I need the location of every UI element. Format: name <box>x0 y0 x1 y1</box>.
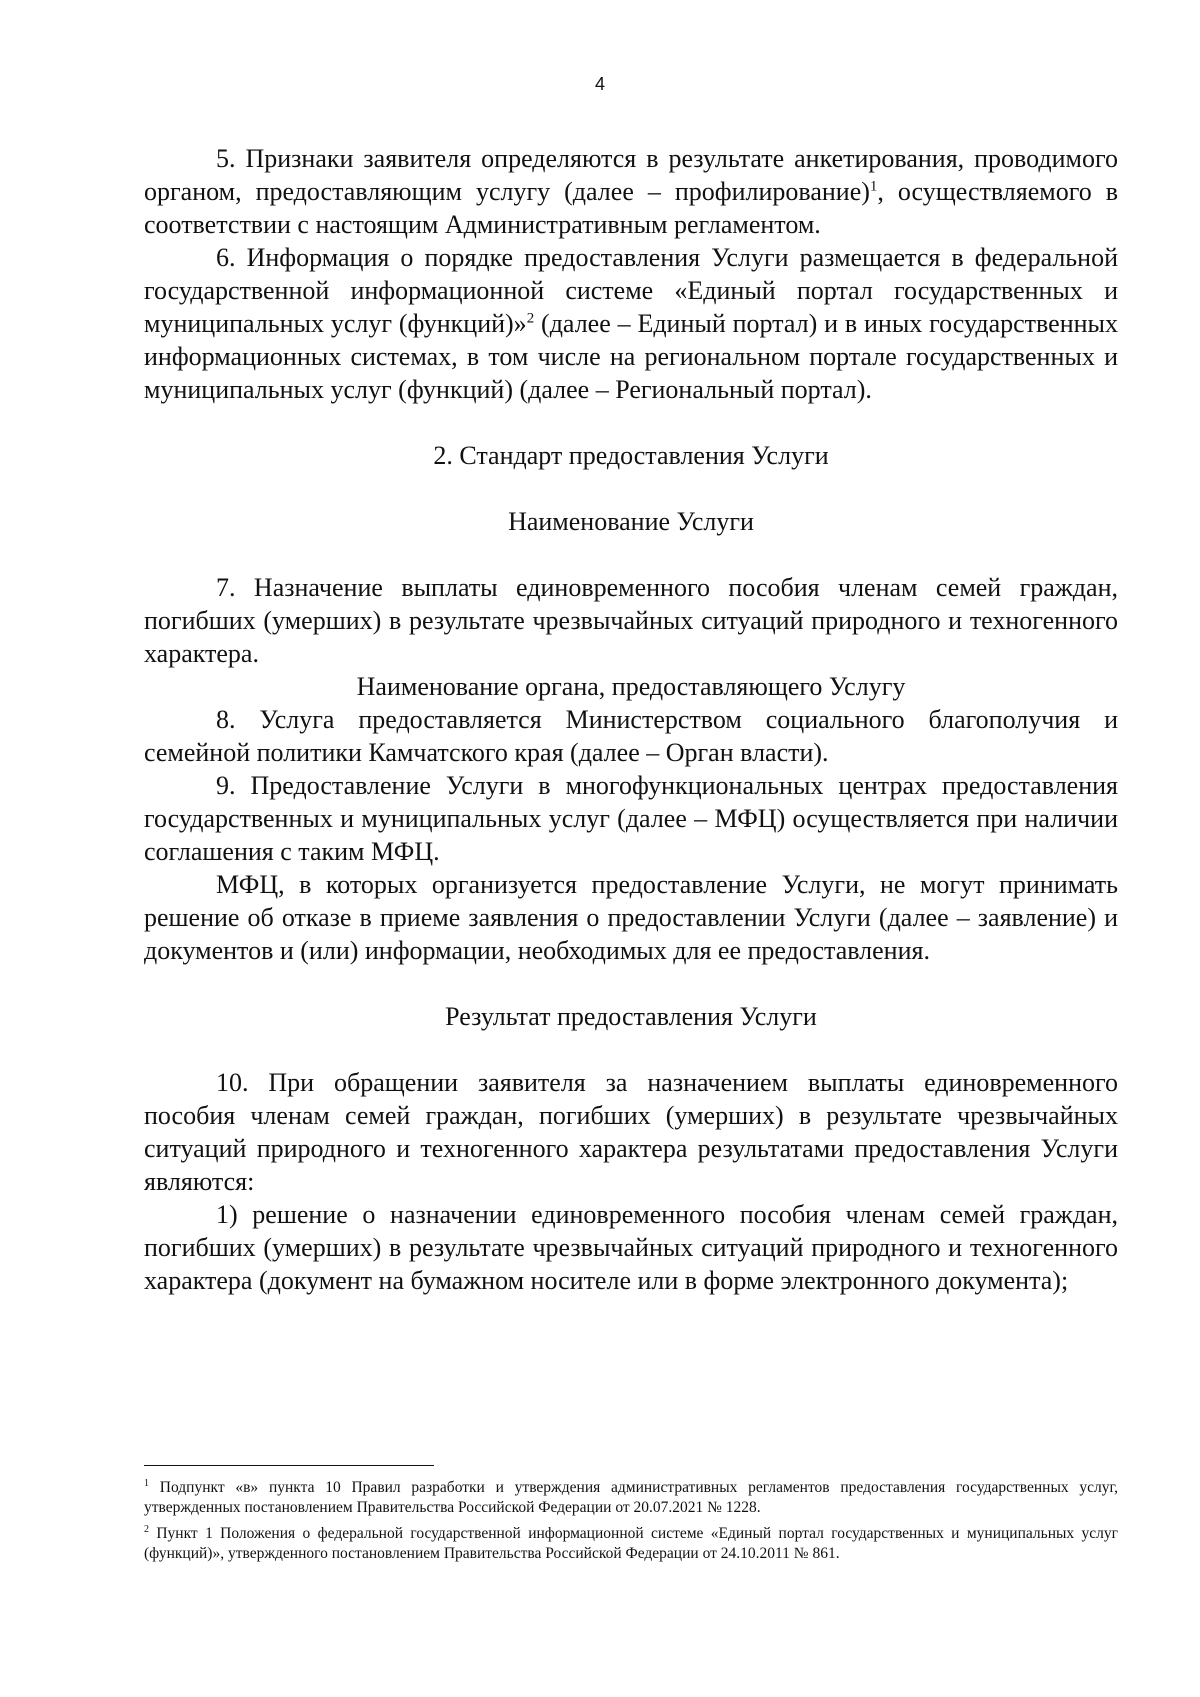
footnote-ref-2[interactable]: 2 <box>526 310 535 327</box>
footnote-separator <box>144 1465 434 1466</box>
paragraph-10-item-1: 1) решение о назначении единовременного пособия членам семей граждан, погибших (умерших) в результате чрезвычайных ситуаций природного и техногенного характера (документ на бумажном носителе или в форме электронного документа); <box>144 1200 1118 1295</box>
footnote-ref-1[interactable]: 1 <box>869 178 878 195</box>
document-body <box>144 142 1118 1297</box>
paragraph-9: 9. Предоставление Услуги в многофункциональных центрах предоставления государственных и муниципальных услуг (далее – МФЦ) осуществляется при наличии соглашения с таким МФЦ. <box>144 771 1118 866</box>
footnote-2: $^2$ Пункт 1 Положения о федеральной государственной информационной системе «Единый портал государственных и муниципальных услуг (функций)», утвержденного постановлением Правительства Российской Федерации от 24.10.2011 № 861. <box>144 1523 1118 1562</box>
subheading-result: Результат предоставления Услуги <box>445 1002 817 1031</box>
paragraph-6: 6. Информация о порядке предоставления Услуги размещается в федеральной государственной информационной системе «Единый портал государственных и муниципальных услуг (функций)»$^2$ (далее – Единый портал) и в иных государственных информационных системах, в том числе на региональном портале государственных и муниципальных услуг (функций) (далее – Региональный портал). <box>144 243 1118 404</box>
footnotes <box>144 1465 1118 1570</box>
subheading-organ: Наименование органа, предоставляющего Услугу <box>356 672 906 701</box>
section-heading-standard: 2. Стандарт предоставления Услуги <box>433 441 829 470</box>
paragraph-9-mfc: МФЦ, в которых организуется предоставление Услуги, не могут принимать решение об отказе в приеме заявления о предоставлении Услуги (далее – заявление) и документов и (или) информации, необходимых для ее предоставления. <box>144 870 1118 965</box>
paragraph-7: 7. Назначение выплаты единовременного пособия членам семей граждан, погибших (умерших) в результате чрезвычайных ситуаций природного и техногенного характера. <box>144 573 1118 668</box>
page-number: 4 <box>594 74 605 94</box>
paragraph-8: 8. Услуга предоставляется Министерством социального благополучия и семейной политики Камчатского края (далее – Орган власти). <box>144 705 1118 767</box>
subheading-service-name: Наименование Услуги <box>508 507 754 536</box>
footnote-1: $^1$ Подпункт «в» пункта 10 Правил разработки и утверждения административных регламентов предоставления государственных услуг, утвержденных постановлением Правительства Российской Федерации от 20.07.2021 № 1228. <box>144 1477 1118 1516</box>
paragraph-10: 10. При обращении заявителя за назначением выплаты единовременного пособия членам семей граждан, погибших (умерших) в результате чрезвычайных ситуаций природного и техногенного характера результатами предоставления Услуги являются: <box>144 1068 1118 1196</box>
paragraph-5: 5. Признаки заявителя определяются в результате анкетирования, проводимого органом, предоставляющим услугу (далее – профилирование)$^1$, осуществляемого в соответствии с настоящим Административным регламентом. <box>144 144 1118 239</box>
